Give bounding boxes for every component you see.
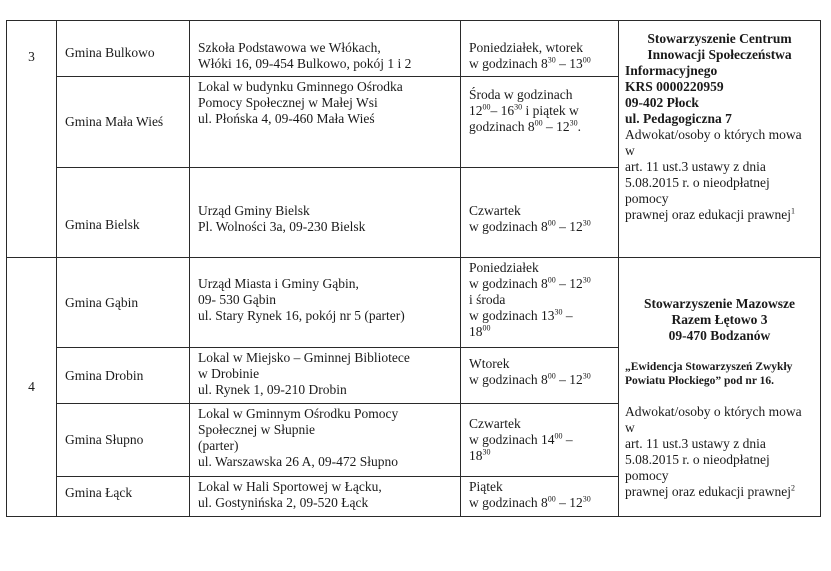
hours-text: w godzinach 8 [469,56,548,71]
hours-line: Poniedziałek [469,260,539,275]
location-cell [190,404,461,477]
location-line: Urząd Miasta i Gminy Gąbin, [198,276,359,291]
gmina-name: Gmina Gąbin [65,294,139,310]
footnote-marker: 1 [791,206,796,216]
hours-sup: 30 [582,494,591,504]
hours-sup: 00 [534,118,543,128]
hours-text: – 13 [555,56,583,71]
hours-sup: 30 [547,55,556,65]
hours-line [469,324,612,340]
gmina-cell [57,477,190,517]
org-name-line: 09-470 Bodzanów [668,328,771,343]
hours-text: – 12 [555,495,583,510]
organization-cell [619,21,821,258]
org-postal: 09-402 Płock [625,95,699,110]
hours-text: 18 [469,324,483,339]
hours-text: w godzinach 8 [469,372,548,387]
gmina-name: Gmina Bulkowo [65,45,155,60]
hours-cell [461,258,619,348]
hours-sup: 00 [547,218,556,228]
hours-text: – 12 [542,119,570,134]
footnote-marker: 2 [791,483,796,493]
gmina-name: Gmina Bielsk [65,217,140,232]
gmina-cell [57,348,190,404]
hours-line [469,448,612,464]
hours-line [469,372,612,388]
row-number-text: 4 [28,379,35,394]
org-name-line: Innowacji Społeczeństwa [647,47,792,62]
org-note-line: Adwokat/osoby o których mowa w [625,127,802,158]
row-number [7,21,57,258]
hours-line [469,432,612,448]
org-name-line: Stowarzyszenie Mazowsze [643,296,796,311]
hours-sup: 00 [554,431,563,441]
location-line: ul. Płońska 4, 09-460 Mała Wieś [198,111,375,126]
location-cell [190,258,461,348]
location-cell [190,21,461,77]
hours-sup: 00 [547,494,556,504]
org-registry-line: „Ewidencja Stowarzyszeń Zwykły [625,361,793,373]
hours-line [469,308,612,324]
hours-sup: 00 [547,371,556,381]
org-note-text: prawnej oraz edukacji prawnej [625,207,792,222]
org-note-line [625,207,814,223]
gmina-name: Gmina Drobin [65,367,144,383]
gmina-cell [57,21,190,77]
location-line: Lokal w Miejsko – Gminnej Bibliotece [198,350,410,365]
hours-text: – 12 [555,372,583,387]
hours-cell [461,168,619,258]
org-street: ul. Pedagogiczna 7 [625,111,732,126]
location-line: 09- 530 Gąbin [198,292,276,307]
location-line: ul. Rynek 1, 09-210 Drobin [198,382,347,397]
hours-sup: 30 [554,307,563,317]
gmina-name: Gmina Mała Wieś [65,114,164,129]
hours-line: i środa [469,292,506,307]
hours-line [469,103,612,119]
hours-line [469,119,612,135]
location-line: Lokal w Hali Sportowej w Łącku, [198,479,382,494]
location-line: Szkoła Podstawowa we Włókach, [198,40,381,55]
gmina-name: Gmina Słupno [65,432,144,447]
hours-line: Wtorek [469,356,510,371]
gmina-cell [57,168,190,258]
hours-sup: 00 [482,323,491,333]
table-row [7,258,821,348]
hours-line: Czwartek [469,416,521,431]
organization-cell [619,258,821,517]
location-line: ul. Gostynińska 2, 09-520 Łąck [198,495,369,510]
row-number-text: 3 [28,49,35,64]
org-note-line: Adwokat/osoby o których mowa w [625,404,802,435]
hours-cell [461,477,619,517]
location-line: Lokal w budynku Gminnego Ośrodka [198,79,403,94]
hours-text: w godzinach 13 [469,308,555,323]
org-name-line: Stowarzyszenie Centrum [647,31,792,46]
hours-line [469,219,612,235]
org-note-text: prawnej oraz edukacji prawnej [625,484,792,499]
hours-line: Środa w godzinach [469,87,573,102]
gmina-cell [57,404,190,477]
org-krs: KRS 0000220959 [625,79,724,94]
location-line: Społecznej w Słupnie [198,422,315,437]
hours-line [469,56,612,72]
org-registry-line: Powiatu Płockiego” pod nr 16. [625,375,774,387]
hours-sup: 30 [514,102,523,112]
hours-sup: 00 [582,55,591,65]
org-note-line: art. 11 ust.3 ustawy z dnia [625,436,766,451]
hours-text: 18 [469,448,483,463]
hours-line [469,276,612,292]
hours-sup: 30 [582,371,591,381]
hours-text: i piątek w [522,103,579,118]
hours-line: Piątek [469,479,503,494]
hours-text: 12 [469,103,483,118]
hours-line: Czwartek [469,203,521,218]
hours-sup: 30 [582,275,591,285]
hours-sup: 00 [547,275,556,285]
hours-line: Poniedziałek, wtorek [469,40,583,55]
table-row [7,21,821,77]
location-line: Pl. Wolności 3a, 09-230 Bielsk [198,219,366,234]
hours-text: – 12 [555,276,583,291]
org-name-line: Informacyjnego [625,63,718,78]
hours-text: – [562,432,573,447]
location-line: Włóki 16, 09-454 Bulkowo, pokój 1 i 2 [198,56,412,71]
location-line: Lokal w Gminnym Ośrodku Pomocy [198,406,399,421]
location-cell [190,477,461,517]
hours-text: w godzinach 8 [469,495,548,510]
hours-cell [461,348,619,404]
location-line: w Drobinie [198,366,260,381]
org-note-line: art. 11 ust.3 ustawy z dnia [625,159,766,174]
hours-text: – 12 [555,219,583,234]
gmina-name: Gmina Łąck [65,485,133,500]
location-cell [190,77,461,168]
hours-sup: 30 [582,218,591,228]
org-note-line: 5.08.2015 r. o nieodpłatnej pomocy [625,452,770,483]
location-line: ul. Warszawska 26 A, 09-472 Słupno [198,454,399,469]
hours-line [469,495,612,511]
hours-cell [461,21,619,77]
location-line: ul. Stary Rynek 16, pokój nr 5 (parter) [198,308,405,323]
hours-sup: 30 [482,447,491,457]
gmina-cell [57,77,190,168]
location-line: Urząd Gminy Bielsk [198,203,310,218]
hours-text: – [562,308,573,323]
location-cell [190,168,461,258]
org-note-line: 5.08.2015 r. o nieodpłatnej pomocy [625,175,770,206]
location-cell [190,348,461,404]
hours-cell [461,404,619,477]
location-line: Pomocy Społecznej w Małej Wsi [198,95,378,110]
legal-aid-points-table [6,20,821,517]
hours-sup: 00 [482,102,491,112]
hours-text: – 16 [490,103,515,118]
row-number [7,258,57,517]
hours-text: . [577,119,581,134]
hours-text: w godzinach 14 [469,432,555,447]
hours-text: w godzinach 8 [469,276,548,291]
hours-sup: 30 [569,118,578,128]
gmina-cell [57,258,190,348]
org-name-line: Razem Łętowo 3 [671,312,768,327]
hours-text: godzinach 8 [469,119,535,134]
hours-text: w godzinach 8 [469,219,548,234]
hours-cell [461,77,619,168]
location-line: (parter) [198,438,239,453]
org-note-line [625,484,814,500]
